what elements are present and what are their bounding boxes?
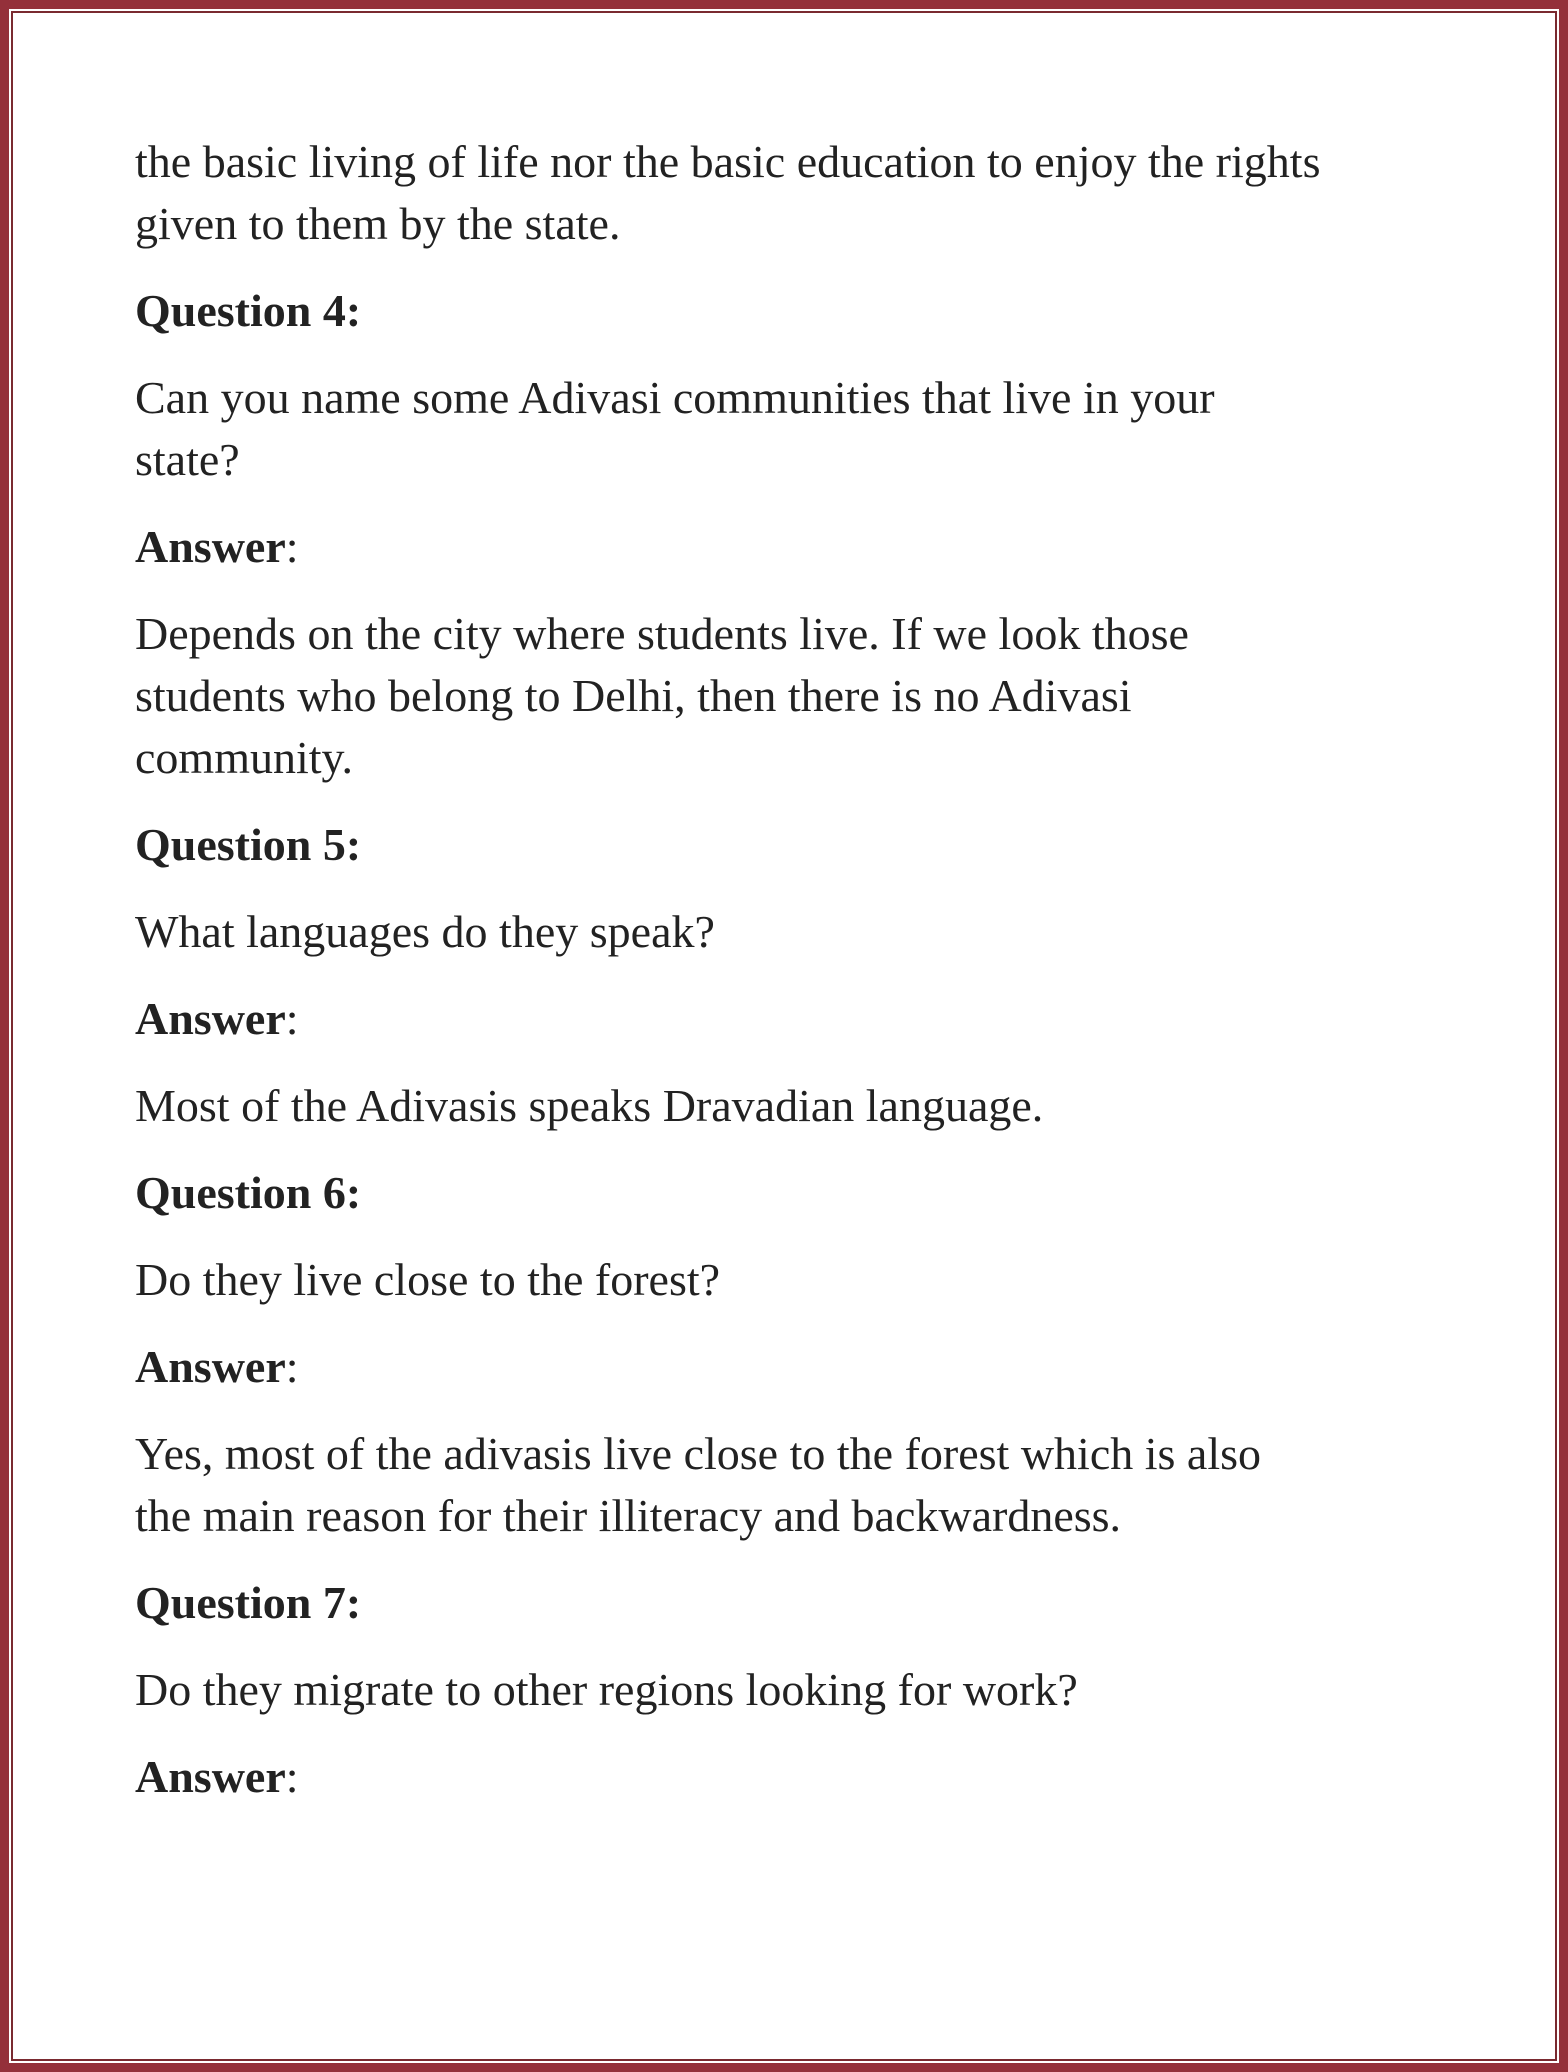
answer-line [135,1336,1515,1398]
text-line: students who belong to Delhi, then there is no Adivasi [135,670,1132,721]
answer-heading [135,1746,1515,1808]
question-heading [135,814,1515,876]
paragraph [135,603,1515,789]
text-line: What languages do they speak? [135,906,715,957]
paragraph [135,1659,1515,1721]
answer-label: Answer [135,521,286,572]
question-label: Question 6: [135,1167,362,1218]
answer-colon: : [285,993,299,1044]
text-line: Most of the Adivasis speaks Dravadian language. [135,1080,1044,1131]
text-line: Can you name some Adivasi communities that live in your [135,372,1215,423]
text-line: Do they migrate to other regions looking for work? [135,1664,1078,1715]
text-line: community. [135,732,354,783]
question-heading [135,280,1515,342]
paragraph [135,1249,1515,1311]
text-line: state? [135,434,240,485]
answer-line [135,1746,1515,1808]
paragraph [135,367,1515,491]
text-line: the basic living of life nor the basic education to enjoy the rights [135,136,1321,187]
paragraph [135,901,1515,963]
answer-line [135,988,1515,1050]
answer-heading [135,988,1515,1050]
answer-colon: : [285,521,299,572]
text-line: Yes, most of the adivasis live close to the forest which is also [135,1428,1262,1479]
answer-line [135,516,1515,578]
question-label: Question 5: [135,819,362,870]
answer-colon: : [285,1341,299,1392]
question-label: Question 7: [135,1577,362,1628]
answer-label: Answer [135,993,286,1044]
answer-heading [135,1336,1515,1398]
paragraph [135,131,1515,255]
text-line: given to them by the state. [135,198,621,249]
answer-label: Answer [135,1341,286,1392]
paragraph [135,1423,1515,1547]
answer-colon: : [285,1751,299,1802]
answer-heading [135,516,1515,578]
text-line: Do they live close to the forest? [135,1254,721,1305]
question-heading [135,1572,1515,1634]
question-label: Question 4: [135,285,362,336]
question-heading [135,1162,1515,1224]
document-body [135,131,1515,1833]
text-line: the main reason for their illiteracy and backwardness. [135,1490,1122,1541]
paragraph [135,1075,1515,1137]
text-line: Depends on the city where students live. If we look those [135,608,1189,659]
answer-label: Answer [135,1751,286,1802]
